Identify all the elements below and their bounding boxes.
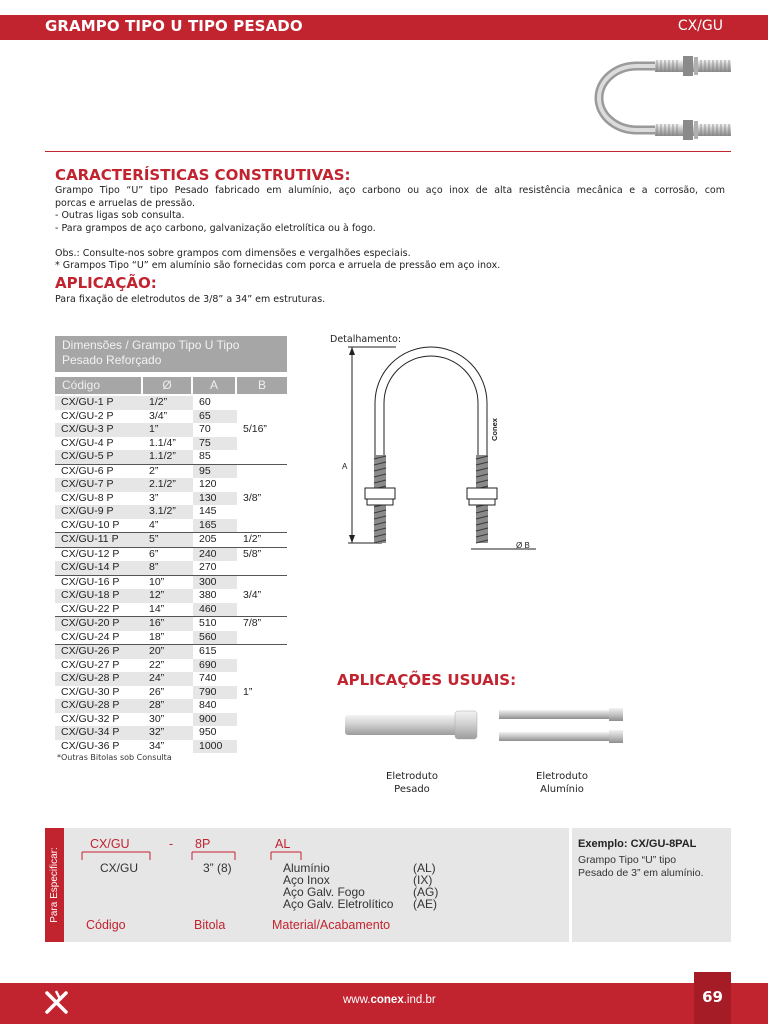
cell-b (237, 464, 287, 478)
caracteristicas-line: porcas e arruelas de pressão. (55, 197, 196, 209)
table-row (55, 478, 287, 492)
caption-line: Alumínio (540, 784, 584, 795)
cell-b (237, 699, 287, 713)
column-header-codigo: Código (55, 377, 141, 394)
cell-a: 1000 (193, 740, 237, 754)
dimension-a-label: A (342, 462, 348, 471)
url-prefix: www. (343, 994, 371, 1006)
caracteristicas-title: CARACTERÍSTICAS CONSTRUTIVAS: (55, 166, 351, 184)
material-code: (AE) (413, 897, 437, 911)
cell-codigo: CX/GU-18 P (55, 589, 143, 603)
cell-codigo: CX/GU-6 P (61, 464, 114, 477)
cell-codigo: CX/GU-12 P (61, 547, 120, 560)
material-name: Aço Inox (283, 873, 330, 887)
cell-a: 65 (193, 410, 237, 424)
cell-a: 130 (193, 492, 237, 506)
table-row (55, 396, 287, 410)
cell-b: 1/2” (243, 533, 262, 545)
material-code: (AL) (413, 861, 436, 875)
cell-a: 240 (193, 547, 237, 561)
spec-bitola: 8P (195, 837, 211, 851)
cell-codigo: CX/GU-3 P (55, 423, 143, 437)
cell-a: 790 (193, 686, 237, 700)
cell-codigo: CX/GU-8 P (61, 491, 114, 504)
exemplo-line: Pesado de 3” em alumínio. (578, 867, 704, 879)
cell-a: 840 (199, 699, 217, 711)
cell-codigo: CX/GU-24 P (61, 630, 120, 643)
cell-a: 120 (199, 478, 217, 490)
table-row (55, 589, 287, 603)
table-row (55, 533, 287, 548)
cell-a: 560 (193, 631, 237, 645)
cell-codigo: CX/GU-2 P (61, 409, 114, 422)
brand-engraving: Conex (490, 418, 499, 441)
cell-codigo: CX/GU-28 P (55, 672, 143, 686)
table-row (55, 603, 287, 617)
cell-a: 145 (199, 505, 217, 517)
eletroduto-pesado-image (345, 708, 480, 742)
cell-diametro: 3” (149, 491, 159, 504)
cell-b (237, 603, 287, 617)
table-row (55, 740, 287, 754)
table-row (55, 726, 287, 740)
table-row (55, 561, 287, 575)
cell-b (237, 561, 287, 575)
cell-b (237, 726, 287, 740)
cell-diametro: 3/4” (149, 409, 168, 422)
spec-material: AL (275, 837, 291, 851)
cell-codigo: CX/GU-9 P (55, 505, 143, 519)
cell-a: 300 (193, 575, 237, 589)
cell-diametro: 22” (149, 658, 165, 671)
cell-b (237, 713, 287, 727)
eletroduto-aluminio-caption (522, 770, 602, 796)
cell-b (237, 478, 287, 492)
exemplo-text (578, 854, 704, 880)
table-title: Dimensões / Grampo Tipo U Tipo Pesado Reforçado (55, 336, 287, 372)
cell-a: 615 (199, 645, 217, 657)
cell-codigo: CX/GU-32 P (61, 712, 120, 725)
exemplo-line: Grampo Tipo “U” tipo (578, 854, 677, 866)
cell-codigo: CX/GU-26 P (55, 645, 143, 659)
cell-codigo: CX/GU-14 P (55, 561, 143, 575)
cell-diametro: 2” (149, 464, 159, 477)
table-row (55, 410, 287, 424)
cell-b: 5/8” (243, 547, 262, 560)
spec-label-codigo: Código (86, 918, 126, 932)
table-row (55, 617, 287, 631)
cell-codigo: CX/GU-4 P (61, 436, 114, 449)
table-row (55, 464, 287, 478)
column-header-a: A (193, 377, 235, 394)
column-header-b: B (237, 377, 287, 394)
caracteristicas-line: Obs.: Consulte-nos sobre grampos com dimensões e vergalhões especiais. (55, 247, 411, 259)
table-row (55, 423, 287, 437)
table-footnote: *Outras Bitolas sob Consulta (57, 753, 172, 762)
cell-diametro: 1.1/2” (143, 450, 193, 464)
cell-codigo: CX/GU-36 P (61, 739, 120, 752)
cell-codigo: CX/GU-16 P (61, 575, 120, 588)
footer-website[interactable] (343, 994, 436, 1006)
cell-diametro: 34” (149, 739, 165, 752)
eletroduto-aluminio-image (497, 706, 625, 746)
table-row (55, 659, 287, 673)
aplicacao-title: APLICAÇÃO: (55, 274, 157, 292)
caption-line: Pesado (394, 784, 430, 795)
url-suffix: .ind.br (403, 994, 436, 1006)
cell-codigo: CX/GU-27 P (61, 658, 120, 671)
cell-b: 1” (243, 685, 253, 698)
cell-a: 95 (193, 464, 237, 478)
especificar-tag-label: Para Especificar: (49, 847, 60, 923)
cell-a: 380 (199, 589, 217, 601)
table-row (55, 699, 287, 713)
cell-a: 70 (199, 423, 211, 435)
cell-a: 950 (199, 726, 217, 738)
caracteristicas-line: - Outras ligas sob consulta. (55, 210, 185, 221)
cell-diametro: 1/2” (143, 396, 193, 410)
cell-b (237, 450, 287, 464)
u-bolt-product-image (585, 52, 735, 142)
dimensions-table (55, 396, 287, 753)
divider (45, 151, 731, 152)
table-row (55, 450, 287, 464)
cell-b (237, 659, 287, 673)
cell-diametro: 28” (143, 699, 193, 713)
cell-codigo: CX/GU-20 P (55, 617, 143, 631)
table-row (55, 672, 287, 686)
cell-codigo: CX/GU-7 P (55, 478, 143, 492)
cell-diametro: 1” (143, 423, 193, 437)
cell-codigo: CX/GU-22 P (61, 602, 120, 615)
cell-codigo: CX/GU-11 P (55, 533, 143, 548)
table-row (55, 575, 287, 589)
cell-b (237, 575, 287, 589)
cell-diametro: 1.1/4” (149, 436, 176, 449)
caracteristicas-line: - Para grampos de aço carbono, galvanização eletrolítica ou à fogo. (55, 222, 376, 234)
cell-codigo: CX/GU-10 P (61, 518, 120, 531)
table-row (55, 713, 287, 727)
material-name: Aço Galv. Eletrolítico (283, 897, 394, 911)
dimension-diameter-label: Ø B (516, 541, 530, 550)
table-row (55, 519, 287, 533)
cell-b (237, 740, 287, 754)
cell-b: 5/16” (243, 423, 267, 435)
spec-label-bitola: Bitola (194, 918, 226, 932)
cell-a: 270 (199, 561, 217, 573)
cell-b (237, 631, 287, 645)
caption-line: Eletroduto (386, 771, 438, 782)
cell-a: 740 (199, 672, 217, 684)
cell-a: 205 (199, 533, 217, 545)
spec-code: CX/GU (90, 837, 130, 851)
cell-diametro: 3.1/2” (143, 505, 193, 519)
cell-diametro: 5” (143, 533, 193, 548)
cell-diametro: 18” (149, 630, 165, 643)
caracteristicas-line: Grampo Tipo “U” tipo Pesado fabricado em alumínio, aço carbono ou aço inox de alta resistência mecânica e a corrosão, com (55, 185, 725, 196)
cell-diametro: 32” (143, 726, 193, 740)
cell-diametro: 6” (149, 547, 159, 560)
product-code: CX/GU (677, 18, 723, 34)
caption-line: Eletroduto (536, 771, 588, 782)
cell-diametro: 30” (149, 712, 165, 725)
spec-bitola-value: 3” (8) (203, 861, 232, 875)
url-brand: conex (370, 994, 404, 1006)
table-row (55, 686, 287, 700)
material-code: (AG) (413, 885, 439, 899)
column-header-diametro: Ø (143, 377, 191, 394)
cell-b (237, 672, 287, 686)
cell-a: 690 (193, 659, 237, 673)
cell-a: 75 (193, 437, 237, 451)
cell-codigo: CX/GU-1 P (55, 396, 143, 410)
caracteristicas-text (55, 185, 725, 273)
caracteristicas-line: * Grampos Tipo “U” em alumínio são fornecidas com porca e arruela de pressão em aço inox. (55, 260, 501, 271)
cell-codigo: CX/GU-5 P (55, 450, 143, 464)
eletroduto-pesado-caption (372, 770, 452, 796)
cell-diametro: 12” (143, 589, 193, 603)
cell-b (237, 505, 287, 519)
cell-a: 900 (193, 713, 237, 727)
material-name: Alumínio (283, 861, 330, 875)
material-option (283, 898, 443, 910)
material-name: Aço Galv. Fogo (283, 885, 365, 899)
cell-a: 460 (193, 603, 237, 617)
conex-logo-icon (44, 989, 70, 1015)
table-row (55, 547, 287, 561)
cell-diametro: 24” (143, 672, 193, 686)
spec-label-material: Material/Acabamento (272, 918, 391, 932)
cell-diametro: 10” (149, 575, 165, 588)
cell-codigo: CX/GU-28 P (55, 699, 143, 713)
table-row (55, 631, 287, 645)
cell-b (237, 410, 287, 424)
cell-diametro: 2.1/2” (143, 478, 193, 492)
cell-b (237, 519, 287, 533)
cell-diametro: 4” (149, 518, 159, 531)
cell-a: 85 (199, 450, 211, 462)
page-number: 69 (702, 988, 723, 1006)
cell-b: 3/4” (243, 589, 262, 601)
aplicacoes-usuais-title: APLICAÇÕES USUAIS: (337, 671, 517, 689)
drawing-label: Detalhamento: (330, 334, 402, 345)
technical-drawing (338, 345, 538, 565)
spec-code-value: CX/GU (100, 861, 139, 875)
spec-material-list (283, 862, 443, 910)
table-row (55, 492, 287, 506)
cell-diametro: 14” (149, 602, 165, 615)
table-row (55, 645, 287, 659)
cell-b (237, 396, 287, 410)
cell-codigo: CX/GU-30 P (61, 685, 120, 698)
cell-a: 60 (199, 396, 211, 408)
cell-b: 3/8” (243, 491, 262, 504)
page-title: GRAMPO TIPO U TIPO PESADO (45, 17, 303, 35)
exemplo-title: Exemplo: CX/GU-8PAL (578, 838, 697, 850)
cell-diametro: 8” (143, 561, 193, 575)
cell-diametro: 20” (143, 645, 193, 659)
cell-diametro: 26” (149, 685, 165, 698)
cell-b (237, 645, 287, 659)
cell-b: 7/8” (243, 617, 262, 629)
material-code: (IX) (413, 873, 433, 887)
cell-diametro: 16” (143, 617, 193, 631)
cell-a: 165 (193, 519, 237, 533)
table-row (55, 505, 287, 519)
cell-codigo: CX/GU-34 P (55, 726, 143, 740)
table-row (55, 437, 287, 451)
cell-a: 510 (199, 617, 217, 629)
spec-dash: - (169, 837, 174, 851)
aplicacao-text: Para fixação de eletrodutos de 3/8” a 34” em estruturas. (55, 294, 326, 305)
cell-b (237, 437, 287, 451)
